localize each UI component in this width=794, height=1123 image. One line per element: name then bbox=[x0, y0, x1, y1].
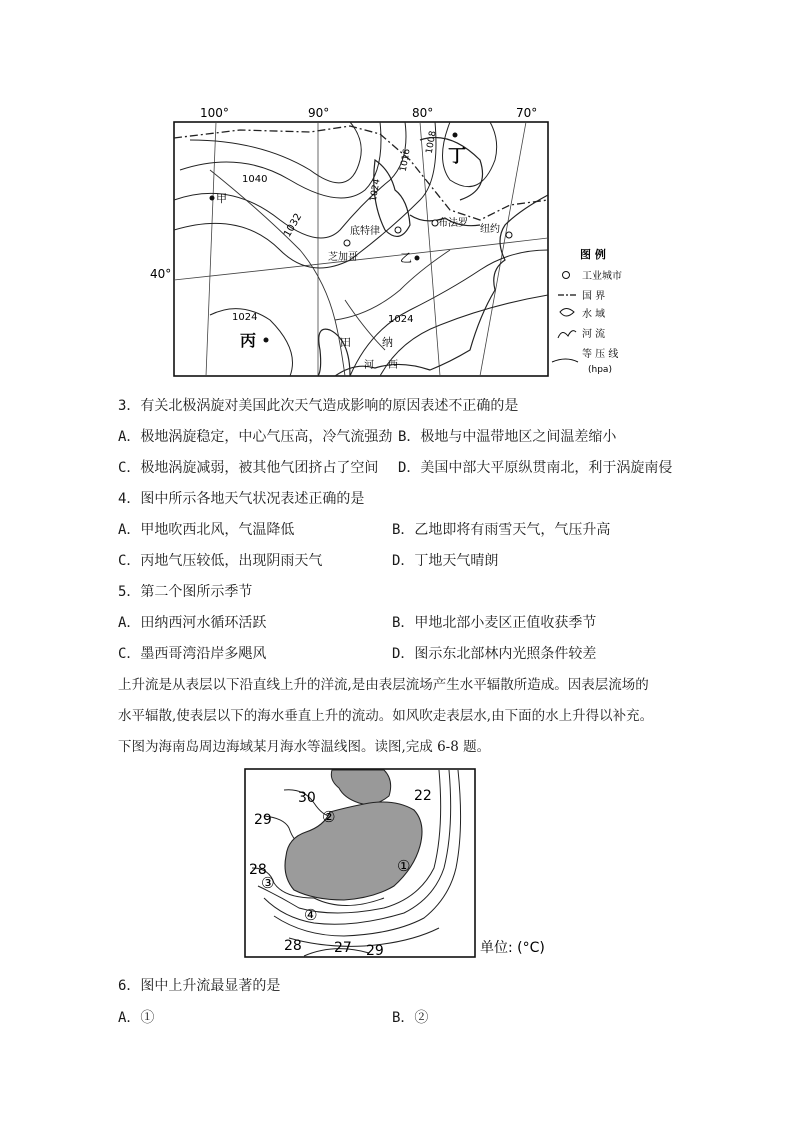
label-yi: 乙 bbox=[400, 251, 413, 265]
point-yi bbox=[415, 256, 420, 261]
isotherm-29-west: 29 bbox=[254, 812, 272, 828]
label-buffalo: 布法罗 bbox=[438, 218, 468, 229]
q6-stem: 6．图中上升流最显著的是 bbox=[118, 978, 281, 994]
label-newyork: 纽约 bbox=[480, 224, 500, 235]
city-detroit bbox=[395, 227, 401, 233]
q5-stem: 5．第二个图所示季节 bbox=[118, 584, 253, 600]
isotherm-28-south: 28 bbox=[284, 938, 302, 954]
isobar-1024-lake: 1024 bbox=[368, 178, 383, 203]
pressure-map-svg bbox=[150, 100, 640, 385]
q6-option-a[interactable]: A．① bbox=[118, 1010, 155, 1026]
point-jia bbox=[210, 196, 215, 201]
isobar-1032: 1032 bbox=[282, 211, 305, 240]
q5-option-b[interactable]: B．甲地北部小麦区正值收获季节 bbox=[392, 615, 597, 631]
isobars bbox=[174, 122, 548, 376]
pressure-map bbox=[150, 100, 640, 385]
isobar-1040: 1040 bbox=[242, 174, 268, 185]
point-ding bbox=[453, 133, 458, 138]
point-2: ② bbox=[322, 808, 336, 826]
isotherm-30: 30 bbox=[298, 790, 316, 806]
legend-item-city: 工业城市 bbox=[582, 271, 622, 282]
graticule bbox=[174, 122, 548, 376]
q3-option-c[interactable]: C．极地涡旋减弱，被其他气团挤占了空间 bbox=[118, 460, 379, 476]
lat-label-40: 40° bbox=[150, 267, 172, 281]
label-chicago: 芝加哥 bbox=[328, 252, 358, 263]
legend-item-water: 水 域 bbox=[582, 309, 606, 320]
legend-unit: (hpa) bbox=[588, 365, 612, 375]
q4-option-a[interactable]: A．甲地吹西北风，气温降低 bbox=[118, 522, 295, 538]
lon-label-80: 80° bbox=[412, 106, 434, 120]
label-xi: 西 bbox=[388, 360, 398, 371]
map-legend bbox=[552, 247, 622, 375]
point-3: ③ bbox=[261, 874, 275, 892]
label-ding: 丁 bbox=[448, 146, 466, 167]
q5-option-d[interactable]: D．图示东北部林内光照条件较差 bbox=[392, 646, 597, 662]
label-na: 纳 bbox=[382, 336, 393, 349]
isobar-1024-west: 1024 bbox=[232, 312, 258, 323]
lon-label-70: 70° bbox=[516, 106, 538, 120]
label-bing: 丙 bbox=[240, 331, 257, 350]
passage-line-2: 水平辐散,使表层以下的海水垂直上升的流动。如风吹走表层水,由下面的水上升得以补充。 bbox=[118, 708, 654, 724]
city-newyork bbox=[506, 232, 512, 238]
q5-option-a[interactable]: A．田纳西河水循环活跃 bbox=[118, 615, 267, 631]
q5-option-c[interactable]: C．墨西哥湾沿岸多飓风 bbox=[118, 646, 267, 662]
q6-option-b[interactable]: B．② bbox=[392, 1010, 429, 1026]
legend-item-river: 河 流 bbox=[582, 329, 606, 340]
q4-stem: 4．图中所示各地天气状况表述正确的是 bbox=[118, 491, 365, 507]
isotherm-22: 22 bbox=[414, 788, 432, 804]
isobar-1008: 1008 bbox=[424, 130, 439, 155]
city-chicago bbox=[344, 240, 350, 246]
q3-option-a[interactable]: A．极地涡旋稳定，中心气压高，冷气流强劲 bbox=[118, 429, 393, 445]
point-bing bbox=[264, 338, 269, 343]
passage-line-1: 上升流是从表层以下沿直线上升的洋流,是由表层流场产生水平辐散所造成。因表层流场的 bbox=[118, 677, 649, 693]
map2-unit: 单位: (°C) bbox=[480, 940, 545, 956]
lon-label-100: 100° bbox=[200, 106, 229, 120]
label-jia: 甲 bbox=[216, 192, 227, 205]
q3-option-d[interactable]: D．美国中部大平原纵贯南北，利于涡旋南侵 bbox=[398, 460, 673, 476]
legend-title: 图 例 bbox=[580, 248, 606, 261]
passage-line-3: 下图为海南岛周边海域某月海水等温线图。读图,完成 6-8 题。 bbox=[118, 739, 491, 755]
point-1: ① bbox=[397, 857, 411, 875]
label-he: 河 bbox=[364, 360, 374, 371]
point-4: ④ bbox=[304, 906, 318, 924]
q4-option-c[interactable]: C．丙地气压较低，出现阴雨天气 bbox=[118, 553, 323, 569]
isotherm-27: 27 bbox=[334, 940, 352, 956]
isotherm-28-west: 28 bbox=[249, 862, 267, 878]
lon-label-90: 90° bbox=[308, 106, 330, 120]
q4-option-d[interactable]: D．丁地天气晴朗 bbox=[392, 553, 499, 569]
q3-option-b[interactable]: B．极地与中温带地区之间温差缩小 bbox=[398, 429, 617, 445]
q4-option-b[interactable]: B．乙地即将有雨雪天气，气压升高 bbox=[392, 522, 611, 538]
isotherm-29-south: 29 bbox=[366, 943, 384, 959]
isobar-1016: 1016 bbox=[398, 148, 413, 173]
legend-item-border: 国 界 bbox=[582, 291, 606, 302]
label-tian: 田 bbox=[340, 336, 351, 349]
map-frame bbox=[174, 122, 548, 376]
label-detroit: 底特律 bbox=[350, 226, 380, 237]
isotherm-map bbox=[244, 768, 564, 960]
isobar-1024-east: 1024 bbox=[388, 314, 414, 325]
q3-stem: 3．有关北极涡旋对美国此次天气造成影响的原因表述不正确的是 bbox=[118, 398, 519, 414]
isotherm-map-svg bbox=[244, 768, 564, 960]
legend-item-isobar: 等 压 线 bbox=[582, 349, 619, 360]
